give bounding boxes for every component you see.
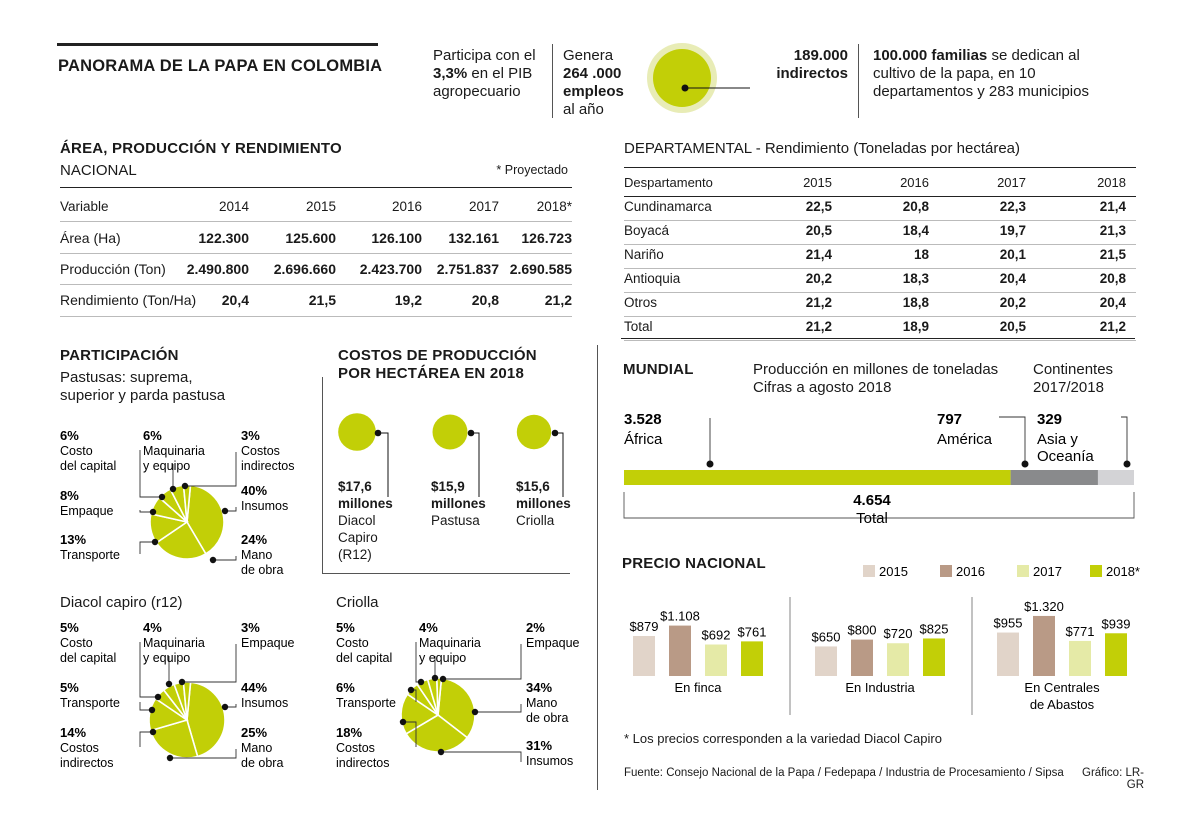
slice-label: del capital: [336, 651, 393, 665]
pie-callout: [222, 680, 288, 710]
cell: 21,3: [1099, 223, 1126, 238]
departamental-title: DEPARTAMENTAL - Rendimiento (Toneladas por hectárea): [624, 140, 1020, 157]
title-rule: [57, 43, 378, 46]
indirectos-stat: [768, 47, 848, 83]
divider: [858, 44, 859, 118]
header-year: 2018: [1097, 175, 1126, 190]
subtitle-line: Pastusas: suprema,: [60, 369, 193, 386]
header-year: 2016: [900, 175, 929, 190]
slice-label: Empaque: [526, 636, 580, 650]
familias-stat: [873, 47, 1163, 101]
continent-label: América: [937, 431, 993, 448]
slice-label: Mano: [526, 696, 558, 710]
legend-label: 2016: [956, 564, 985, 579]
slice-label: Transporte: [60, 696, 120, 710]
callout-dot: [149, 707, 155, 713]
precio-note: * Los precios corresponden a la variedad Diacol Capiro: [624, 731, 942, 746]
slice-percent: 8%: [60, 488, 79, 503]
total-label: Total: [856, 510, 888, 527]
row-label: Cundinamarca: [624, 199, 712, 214]
costos-title-line: POR HECTÁREA EN 2018: [338, 365, 524, 382]
cost-circle: [517, 415, 551, 449]
row-label: Boyacá: [624, 223, 670, 238]
callout-dot: [210, 557, 216, 563]
price-label: $955: [993, 615, 1023, 631]
slice-percent: 5%: [336, 620, 355, 635]
price-label: $800: [847, 622, 877, 638]
page-title: PANORAMA DE LA PAPA EN COLOMBIA: [58, 57, 383, 75]
slice-label: de obra: [526, 711, 569, 725]
slice-percent: 6%: [336, 680, 355, 695]
slice-percent: 5%: [60, 680, 79, 695]
slice-percent: 18%: [336, 725, 363, 740]
slice-label: Maquinaria: [419, 636, 481, 650]
category-label: En Industria: [845, 680, 915, 695]
slice-label: Costos: [60, 741, 99, 755]
cell: 19,2: [394, 292, 422, 308]
price-label: $1.320: [1024, 598, 1064, 614]
price-label: $1.108: [660, 608, 700, 624]
slice-label: Costos: [241, 444, 280, 458]
continent-dot: [1022, 461, 1029, 468]
slice-label: Mano: [241, 741, 273, 755]
slice-label: y equipo: [143, 651, 191, 665]
category-label: En Centrales: [1024, 680, 1100, 695]
slice-percent: 44%: [241, 680, 268, 695]
price-bar: [887, 643, 909, 676]
table-rule: [624, 167, 1136, 168]
table-rule: [60, 253, 572, 254]
slice-percent: 5%: [60, 620, 79, 635]
source: Fuente: Consejo Nacional de la Papa / Fedepapa / Industria de Procesamiento / Sipsa: [624, 767, 1064, 779]
cost-unit: millones: [516, 496, 571, 511]
slice-percent: 4%: [419, 620, 438, 635]
slice-label: Costo: [336, 636, 369, 650]
callout-dot: [222, 704, 228, 710]
continent-value: 3.528: [624, 411, 662, 428]
slice-label: Transporte: [60, 548, 120, 562]
cell: 2.696.660: [273, 261, 336, 277]
costos-title-line: COSTOS DE PRODUCCIÓN: [338, 347, 537, 364]
departamental-table: [624, 173, 1129, 341]
divider: [552, 44, 553, 118]
cell: 18,8: [902, 295, 929, 310]
cost-item: [338, 478, 408, 563]
cell: 20,1: [999, 247, 1026, 262]
indirectos-label: indirectos: [776, 65, 848, 82]
slice-percent: 6%: [60, 428, 79, 443]
mundial-title: MUNDIAL: [623, 361, 694, 378]
category-label: de Abastos: [1029, 697, 1095, 712]
slice-percent: 4%: [143, 620, 162, 635]
slice-label: Insumos: [526, 754, 574, 768]
cost-unit: millones: [431, 496, 486, 511]
stacked-bar-segment: [624, 470, 1011, 485]
proyectado-note: * Proyectado: [496, 163, 568, 177]
header-variable: Variable: [60, 199, 109, 214]
slice-label: de obra: [241, 756, 284, 770]
pie-callout: [60, 725, 156, 770]
slice-label: del capital: [60, 459, 117, 473]
table-row: [624, 317, 1129, 340]
cost-name: Criolla: [516, 513, 555, 528]
price-bar: [669, 626, 691, 676]
slice-label: Maquinaria: [143, 444, 205, 458]
pie-diacol: [55, 612, 315, 782]
cell: 21,2: [805, 319, 832, 334]
legend-label: 2017: [1033, 564, 1062, 579]
total-value: 4.654: [853, 492, 891, 509]
familias-text2: cultivo de la papa, en 10: [873, 65, 1036, 82]
callout-dot: [170, 486, 176, 492]
header-year: 2017: [997, 175, 1026, 190]
callout-dot: [182, 483, 188, 489]
callout-dot: [432, 675, 438, 681]
cost-item: [516, 478, 586, 529]
slice-percent: 40%: [241, 483, 268, 498]
cell: 20,2: [999, 295, 1026, 310]
row-label: Otros: [624, 295, 658, 310]
criolla-title: Criolla: [336, 594, 379, 611]
cell: 132.161: [448, 230, 499, 246]
cell: 2.423.700: [359, 261, 422, 277]
header-year: 2015: [803, 175, 832, 190]
price-label: $650: [811, 629, 841, 645]
pib-pre: Participa con el: [433, 47, 536, 64]
cost-name: Diacol: [338, 513, 376, 528]
callout-dot: [152, 539, 158, 545]
costos-frame-bottom: [322, 573, 570, 574]
cost-item: [431, 478, 501, 529]
slice-label: Insumos: [241, 499, 289, 513]
slice-label: Empaque: [241, 636, 295, 650]
price-bar: [741, 641, 763, 676]
cost-name: Pastusa: [431, 513, 480, 528]
cell: 21,4: [805, 247, 832, 262]
callout-dot: [408, 687, 414, 693]
callout-dot: [418, 679, 424, 685]
cell: 22,3: [999, 199, 1026, 214]
slice-label: y equipo: [143, 459, 191, 473]
familias-value: 100.000 familias: [873, 47, 988, 64]
nacional-title: ÁREA, PRODUCCIÓN Y RENDIMIENTO: [60, 140, 342, 157]
cell: 126.723: [521, 230, 572, 246]
callout-dot: [438, 749, 444, 755]
empleos-value: 264 .000: [563, 65, 622, 82]
stacked-bar-segment: [1098, 470, 1134, 485]
pie-callout: [336, 620, 424, 685]
callout-dot: [150, 729, 156, 735]
cell: 21,2: [544, 292, 572, 308]
slice-label: del capital: [60, 651, 117, 665]
price-bar: [1033, 616, 1055, 676]
callout-dot: [150, 509, 156, 515]
row-label: Antioquia: [624, 271, 681, 286]
credit: Gráfico: LR-GR: [1082, 767, 1144, 791]
slice-percent: 3%: [241, 428, 260, 443]
inner-circle: [653, 49, 711, 107]
empleos-post: al año: [563, 101, 604, 118]
empleos-pre: Genera: [563, 47, 614, 64]
nacional-subtitle: NACIONAL: [60, 162, 137, 179]
slice-percent: 14%: [60, 725, 87, 740]
cell: 2.690.585: [509, 261, 572, 277]
table-row: [624, 245, 1129, 268]
row-label: Total: [624, 319, 653, 334]
continent-label: Asia y: [1037, 431, 1078, 448]
row-label: Nariño: [624, 247, 664, 262]
cell: 20,5: [999, 319, 1026, 334]
cell: 18: [913, 247, 929, 262]
callout-dot: [179, 679, 185, 685]
precio-title: PRECIO NACIONAL: [622, 555, 766, 572]
price-label: $771: [1065, 623, 1095, 639]
continentes-label: [1033, 361, 1113, 397]
slice-label: Costo: [60, 636, 93, 650]
cell: 21,5: [1099, 247, 1126, 262]
costos-frame-left: [322, 377, 323, 573]
continent-label: Oceanía: [1037, 448, 1094, 465]
table-row: [624, 269, 1129, 292]
table-rule: [60, 316, 572, 317]
header-year: 2018*: [536, 199, 572, 214]
desc-line: Cifras a agosto 2018: [753, 379, 892, 396]
subtitle-line: superior y parda pastusa: [60, 387, 226, 404]
mundial-chart: [615, 400, 1145, 535]
mundial-desc: [753, 361, 998, 397]
cell: 20,2: [805, 271, 832, 286]
callout-dot: [155, 694, 161, 700]
cost-value: $17,6: [338, 479, 372, 494]
legend-swatch: [1090, 565, 1102, 577]
price-bar: [633, 636, 655, 676]
header-departamento: Despartamento: [624, 175, 713, 190]
header-year: 2014: [218, 199, 249, 214]
row-label: Producción (Ton): [60, 261, 166, 277]
price-bar: [923, 638, 945, 676]
slice-percent: 13%: [60, 532, 87, 547]
cell: 18,3: [902, 271, 929, 286]
cell: 21,2: [805, 295, 832, 310]
slice-label: Insumos: [241, 696, 289, 710]
callout-dot: [159, 494, 165, 500]
continent-dot: [707, 461, 714, 468]
pie-pastusas: [55, 420, 315, 590]
table-rule: [60, 221, 572, 222]
pie-callout: [419, 620, 481, 681]
continent-pointer: [1121, 417, 1127, 464]
stacked-bar-segment: [1011, 470, 1098, 485]
pie-callout: [143, 620, 205, 687]
header-year: 2017: [468, 199, 499, 214]
row-label: Área (Ha): [60, 230, 121, 246]
pie-callout: [472, 680, 569, 725]
cell: 21,2: [1099, 319, 1126, 334]
slice-percent: 25%: [241, 725, 268, 740]
slice-label: de obra: [241, 563, 284, 577]
cell: 125.600: [285, 230, 336, 246]
cell: 19,7: [999, 223, 1026, 238]
pie-callout: [143, 428, 205, 492]
cont-line: 2017/2018: [1033, 379, 1104, 396]
callout-dot: [167, 755, 173, 761]
cell: 122.300: [198, 230, 249, 246]
legend-swatch: [940, 565, 952, 577]
slice-percent: 2%: [526, 620, 545, 635]
price-bar: [997, 633, 1019, 676]
continent-value: 329: [1037, 411, 1063, 428]
desc-line: Producción en millones de toneladas: [753, 361, 999, 378]
continent-pointer: [999, 417, 1025, 464]
cell: 2.751.837: [436, 261, 499, 277]
precio-chart: [615, 555, 1145, 720]
slice-label: indirectos: [241, 459, 295, 473]
continent-value: 797: [937, 411, 963, 428]
cell: 21,5: [308, 292, 336, 308]
callout-dot: [166, 681, 172, 687]
slice-percent: 34%: [526, 680, 553, 695]
legend-label: 2015: [879, 564, 908, 579]
costos-title: [338, 347, 537, 383]
callout-dot: [222, 508, 228, 514]
pib-value: 3,3%: [433, 65, 468, 82]
row-label: Rendimiento (Ton/Ha): [60, 292, 197, 308]
pie-callout: [60, 488, 156, 518]
cell: 20,5: [805, 223, 832, 238]
continent-dot: [1124, 461, 1131, 468]
callout-dot: [400, 719, 406, 725]
callout-line: [441, 752, 521, 762]
table-row: [624, 293, 1129, 316]
header-year: 2015: [305, 199, 336, 214]
price-label: $825: [919, 621, 949, 637]
slice-label: Maquinaria: [143, 636, 205, 650]
price-bar: [1105, 633, 1127, 676]
familias-text3: departamentos y 283 municipios: [873, 83, 1089, 100]
table-rule: [624, 340, 1136, 341]
participacion-subtitle: [60, 369, 225, 405]
pib-post: en el PIB: [471, 65, 533, 82]
cell: 21,4: [1099, 199, 1126, 214]
slice-label: Mano: [241, 548, 273, 562]
slice-label: indirectos: [336, 756, 390, 770]
mundial-rule: [621, 338, 1135, 339]
cell: 2.490.800: [186, 261, 249, 277]
cell: 18,4: [902, 223, 929, 238]
cell: 20,8: [471, 292, 499, 308]
slice-percent: 6%: [143, 428, 162, 443]
slice-label: y equipo: [419, 651, 467, 665]
cost-name: Capiro (R12): [338, 530, 378, 562]
cell: 22,5: [805, 199, 832, 214]
pie-callout: [179, 620, 295, 685]
cell: 20,8: [1099, 271, 1126, 286]
slice-percent: 24%: [241, 532, 268, 547]
pie-callout: [222, 483, 288, 514]
cell: 20,4: [221, 292, 249, 308]
table-rule: [60, 284, 572, 285]
legend-label: 2018*: [1106, 564, 1140, 579]
continent-label: África: [624, 431, 663, 448]
diacol-title: Diacol capiro (r12): [60, 594, 183, 611]
empleos-label: empleos: [563, 83, 624, 100]
cont-line: Continentes: [1033, 361, 1114, 378]
cell: 20,4: [999, 271, 1026, 286]
slice-label: Empaque: [60, 504, 114, 518]
cell: 20,8: [902, 199, 929, 214]
cell: 20,4: [1099, 295, 1126, 310]
table-row: [624, 197, 1129, 220]
callout-line: [475, 704, 521, 712]
cost-circle: [338, 413, 376, 451]
dept-header-row: [624, 173, 1129, 196]
price-label: $692: [701, 627, 731, 643]
pib-stat: [433, 47, 553, 101]
empleos-circles: [640, 40, 750, 120]
slice-percent: 31%: [526, 738, 553, 753]
price-bar: [851, 640, 873, 676]
price-label: $720: [883, 626, 913, 642]
familias-text1: se dedican al: [991, 47, 1080, 64]
table-row: [624, 221, 1129, 244]
pib-post2: agropecuario: [433, 83, 521, 100]
price-bar: [705, 645, 727, 676]
slice-label: indirectos: [60, 756, 114, 770]
slice-label: Transporte: [336, 696, 396, 710]
cell: 18,9: [902, 319, 929, 334]
callout-dot: [472, 709, 478, 715]
pie-callout: [182, 428, 295, 489]
cost-value: $15,6: [516, 479, 550, 494]
price-label: $939: [1101, 616, 1131, 632]
cost-unit: millones: [338, 496, 393, 511]
section-divider: [597, 345, 598, 790]
pie-criolla: [331, 612, 591, 782]
table-rule: [60, 187, 572, 188]
slice-label: Costos: [336, 741, 375, 755]
price-label: $879: [629, 619, 659, 635]
callout-dot: [440, 676, 446, 682]
legend-swatch: [1017, 565, 1029, 577]
price-label: $761: [737, 624, 767, 640]
legend-swatch: [863, 565, 875, 577]
cost-circle: [433, 415, 468, 450]
price-bar: [815, 646, 837, 676]
cost-value: $15,9: [431, 479, 465, 494]
pie-callout: [60, 532, 158, 562]
slice-label: Costo: [60, 444, 93, 458]
category-label: En finca: [674, 680, 722, 695]
callout-line: [213, 556, 236, 560]
cell: 126.100: [371, 230, 422, 246]
header-year: 2016: [391, 199, 422, 214]
price-bar: [1069, 641, 1091, 676]
indirectos-value: 189.000: [793, 47, 848, 64]
slice-percent: 3%: [241, 620, 260, 635]
participacion-title: PARTICIPACIÓN: [60, 347, 179, 364]
